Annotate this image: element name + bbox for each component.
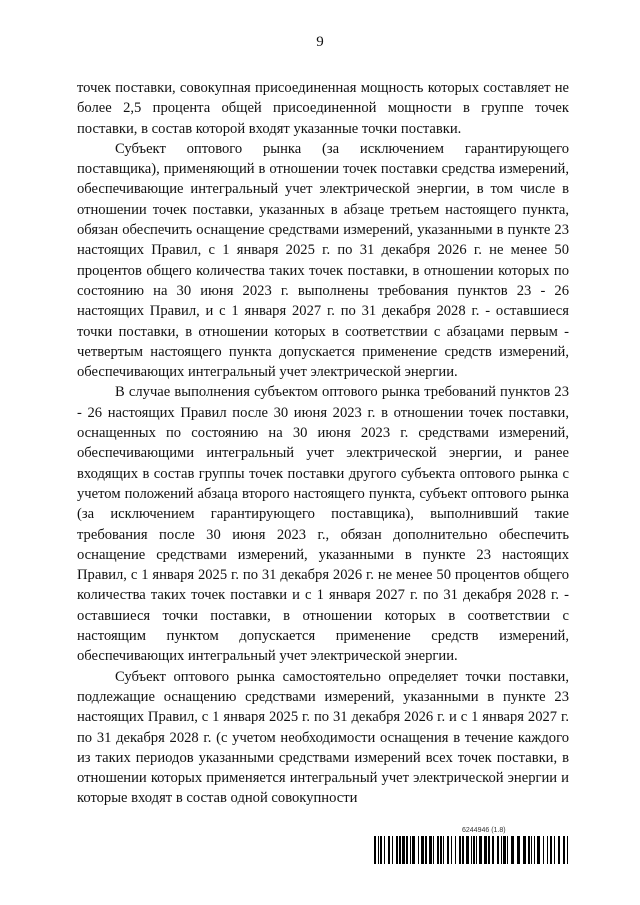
barcode (374, 836, 568, 864)
paragraph: точек поставки, совокупная присоединенная мощность которых составляет не более 2,5 процента общей присоединенной мощности в группе точек поставки, в состав которой входят указанные точки поставки. (77, 80, 569, 137)
paragraph: В случае выполнения субъектом оптового рынка требований пунктов 23 - 26 настоящих Правил после 30 июня 2023 г. в отношении точек поставки, оснащенных по состоянию на 30 июня 2023 г. средствами измерений, обеспечивающими интегральный учет электрической энергии, и ранее входящих в состав группы точек поставки другого субъекта оптового рынка с учетом положений абзаца второго настоящего пункта, субъект оптового рынка (за исключением гарантирующего поставщика), выполнивший такие требования после 30 июня 2023 г., обязан дополнительно обеспечить оснащение средствами измерений, указанными в пункте 23 настоящих Правил, с 1 января 2025 г. по 31 декабря 2026 г. не менее 50 процентов общего количества таких точек поставки и с 1 января 2027 г. по 31 декабря 2028 г. - оставшиеся точки поставки, в отношении которых в соответствии с настоящим пунктом допускается применение средств измерений, обеспечивающих интегральный учет электрической энергии. (77, 384, 569, 665)
document-body (77, 78, 569, 809)
barcode-label: 6244946 (1.8) (462, 827, 506, 834)
paragraph: Субъект оптового рынка (за исключением гарантирующего поставщика), применяющий в отношении точек поставки средства измерений, обеспечивающие интегральный учет электрической энергии, в том числе в отношении точек поставки, указанных в абзаце третьем настоящего пункта, обязан обеспечить оснащение средствами измерений, указанными в пункте 23 настоящих Правил, с 1 января 2025 г. по 31 декабря 2026 г. не менее 50 процентов общего количества таких точек поставки, в отношении которых по состоянию на 30 июня 2023 г. выполнены требования пунктов 23 - 26 настоящих Правил, и с 1 января 2027 г. по 31 декабря 2028 г. - оставшиеся точки поставки, в отношении которых в соответствии с абзацами первым - четвертым настоящего пункта допускается применение средств измерений, обеспечивающих интегральный учет электрической энергии. (77, 140, 569, 381)
paragraph: Субъект оптового рынка самостоятельно определяет точки поставки, подлежащие оснащению средствами измерений, указанными в пункте 23 настоящих Правил, с 1 января 2025 г. по 31 декабря 2026 г. и с 1 января 2027 г. по 31 декабря 2028 г. (с учетом необходимости оснащения в течение каждого из таких периодов указанными средствами измерений всех точек поставки, в отношении которых применяется интегральный учет электрической энергии и которые входят в состав одной совокупности (77, 668, 569, 807)
page-number: 9 (316, 34, 324, 50)
barcode-bar (567, 836, 568, 864)
